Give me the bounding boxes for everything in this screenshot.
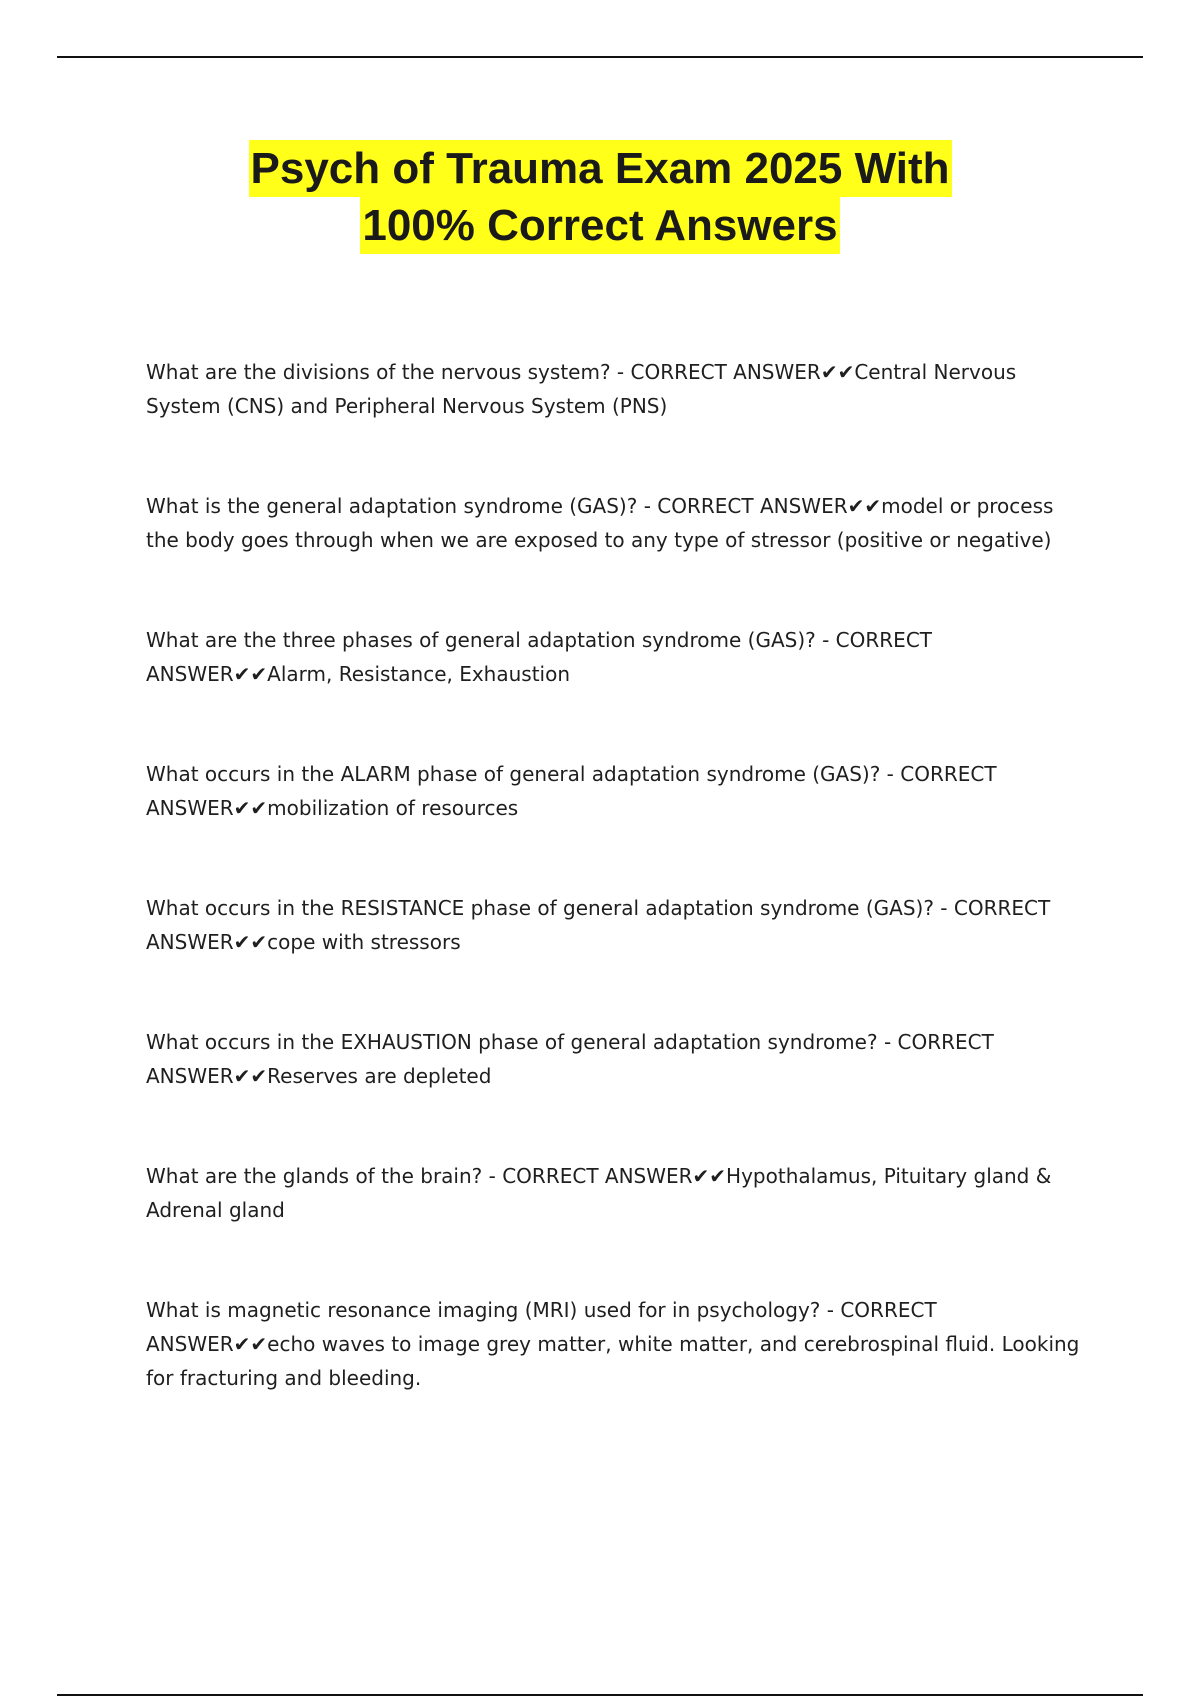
qa-item-3: What are the three phases of general adaptation syndrome (GAS)? - CORRECT ANSWER✔✔Alarm, Resistance, Exhaustion (146, 628, 932, 686)
qa-item-1: What are the divisions of the nervous system? - CORRECT ANSWER✔✔Central Nervous System (CNS) and Peripheral Nervous System (PNS) (146, 360, 1017, 418)
title-line-2: 100% Correct Answers (360, 197, 839, 254)
document-title (150, 140, 1050, 254)
qa-item-7: What are the glands of the brain? - CORRECT ANSWER✔✔Hypothalamus, Pituitary gland & Adrenal gland (146, 1164, 1052, 1222)
qa-item-6: What occurs in the EXHAUSTION phase of general adaptation syndrome? - CORRECT ANSWER✔✔Reserves are depleted (146, 1030, 994, 1088)
qa-item-5: What occurs in the RESISTANCE phase of general adaptation syndrome (GAS)? - CORRECT ANSWER✔✔cope with stressors (146, 896, 1051, 954)
qa-item-4: What occurs in the ALARM phase of general adaptation syndrome (GAS)? - CORRECT ANSWER✔✔mobilization of resources (146, 762, 997, 820)
bottom-rule (57, 1694, 1143, 1696)
title-line-1: Psych of Trauma Exam 2025 With (249, 140, 952, 197)
top-rule (57, 56, 1143, 58)
qa-list (146, 355, 1086, 1427)
qa-item-2: What is the general adaptation syndrome (GAS)? - CORRECT ANSWER✔✔model or process the body goes through when we are exposed to any type of stressor (positive or negative) (146, 494, 1054, 552)
qa-item-8: What is magnetic resonance imaging (MRI) used for in psychology? - CORRECT ANSWER✔✔echo waves to image grey matter, white matter, and cerebrospinal fluid. Looking for fracturing and bleeding. (146, 1298, 1080, 1390)
